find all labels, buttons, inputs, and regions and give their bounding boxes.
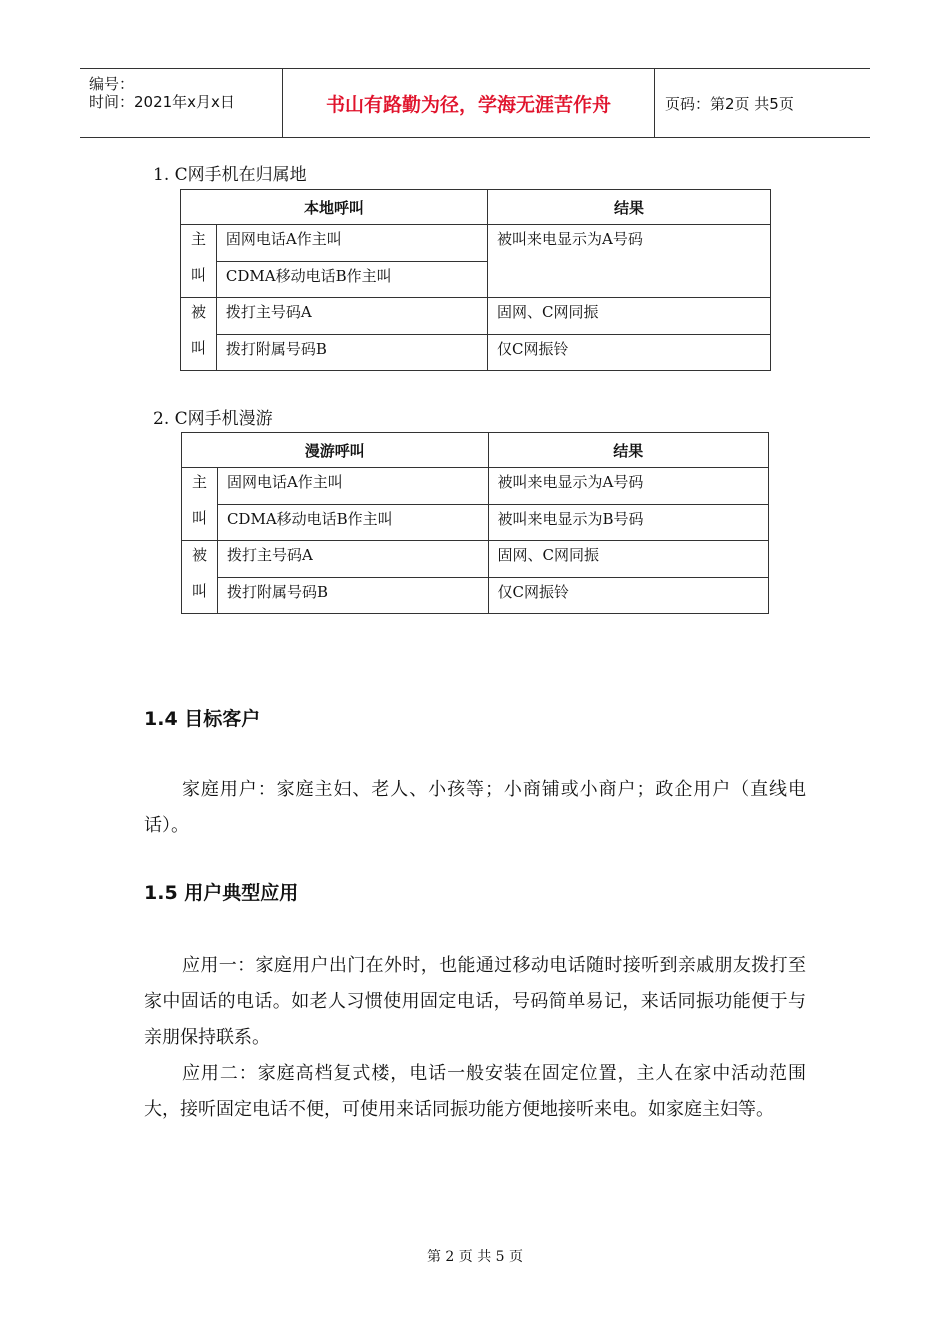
table1-caption: 1. C网手机在归属地 — [153, 165, 307, 185]
action-cell: 固网电话A作主叫 — [217, 468, 488, 505]
header-meta — [80, 69, 283, 137]
action-cell: CDMA移动电话B作主叫 — [216, 261, 487, 298]
table-row — [181, 298, 771, 335]
roaming-call-table — [181, 432, 769, 614]
result-cell: 被叫来电显示为A号码 — [488, 225, 771, 298]
caller-group-cell: 主 叫 — [182, 468, 218, 541]
table2-caption: 2. C网手机漫游 — [153, 409, 273, 429]
column-header: 漫游呼叫 — [182, 433, 489, 468]
column-header: 结果 — [488, 433, 769, 468]
document-number: 编号： — [89, 75, 135, 93]
table-row — [182, 504, 769, 541]
result-cell: 固网、C网同振 — [488, 298, 771, 335]
document-time: 时间：2021年x月x日 — [89, 93, 235, 111]
result-cell: 固网、C网同振 — [488, 541, 769, 578]
column-header: 本地呼叫 — [181, 190, 488, 225]
header-page-info: 页码：第2页 共5页 — [665, 94, 794, 113]
table-row — [182, 468, 769, 505]
section-heading-typical-applications: 1.5 用户典型应用 — [144, 882, 299, 904]
table-header-row — [181, 190, 771, 225]
result-cell: 仅C网振铃 — [488, 334, 771, 371]
table-header-row — [182, 433, 769, 468]
application-two-paragraph: 应用二：家庭高档复式楼，电话一般安装在固定位置，主人在家中活动范围大，接听固定电话不便，可使用来话同振功能方便地接听来电。如家庭主妇等。 — [144, 1063, 806, 1120]
action-cell: CDMA移动电话B作主叫 — [217, 504, 488, 541]
caller-group-cell: 主 叫 — [181, 225, 217, 298]
target-customers-paragraph: 家庭用户：家庭主妇、老人、小孩等；小商铺或小商户；政企用户（直线电话）。 — [144, 779, 806, 836]
callee-group-cell: 被 叫 — [182, 541, 218, 614]
table-row — [181, 225, 771, 262]
page-header — [80, 68, 870, 138]
action-cell: 固网电话A作主叫 — [216, 225, 487, 262]
page-footer: 第 2 页 共 5 页 — [426, 1249, 524, 1265]
action-cell: 拨打主号码A — [216, 298, 487, 335]
table-row — [181, 334, 771, 371]
column-header: 结果 — [488, 190, 771, 225]
table-row — [182, 541, 769, 578]
action-cell: 拨打附属号码B — [216, 334, 487, 371]
result-cell: 被叫来电显示为A号码 — [488, 468, 769, 505]
application-one-paragraph: 应用一：家庭用户出门在外时，也能通过移动电话随时接听到亲戚朋友拨打至家中固话的电话。如老人习惯使用固定电话，号码简单易记，来话同振功能便于与亲朋保持联系。 — [144, 955, 806, 1048]
callee-group-cell: 被 叫 — [181, 298, 217, 371]
action-cell: 拨打附属号码B — [217, 577, 488, 614]
table-row — [182, 577, 769, 614]
home-call-table — [180, 189, 771, 371]
action-cell: 拨打主号码A — [217, 541, 488, 578]
result-cell: 被叫来电显示为B号码 — [488, 504, 769, 541]
section-heading-target-customers: 1.4 目标客户 — [144, 708, 261, 730]
result-cell: 仅C网振铃 — [488, 577, 769, 614]
header-motto: 书山有路勤为径，学海无涯苦作舟 — [283, 69, 655, 137]
